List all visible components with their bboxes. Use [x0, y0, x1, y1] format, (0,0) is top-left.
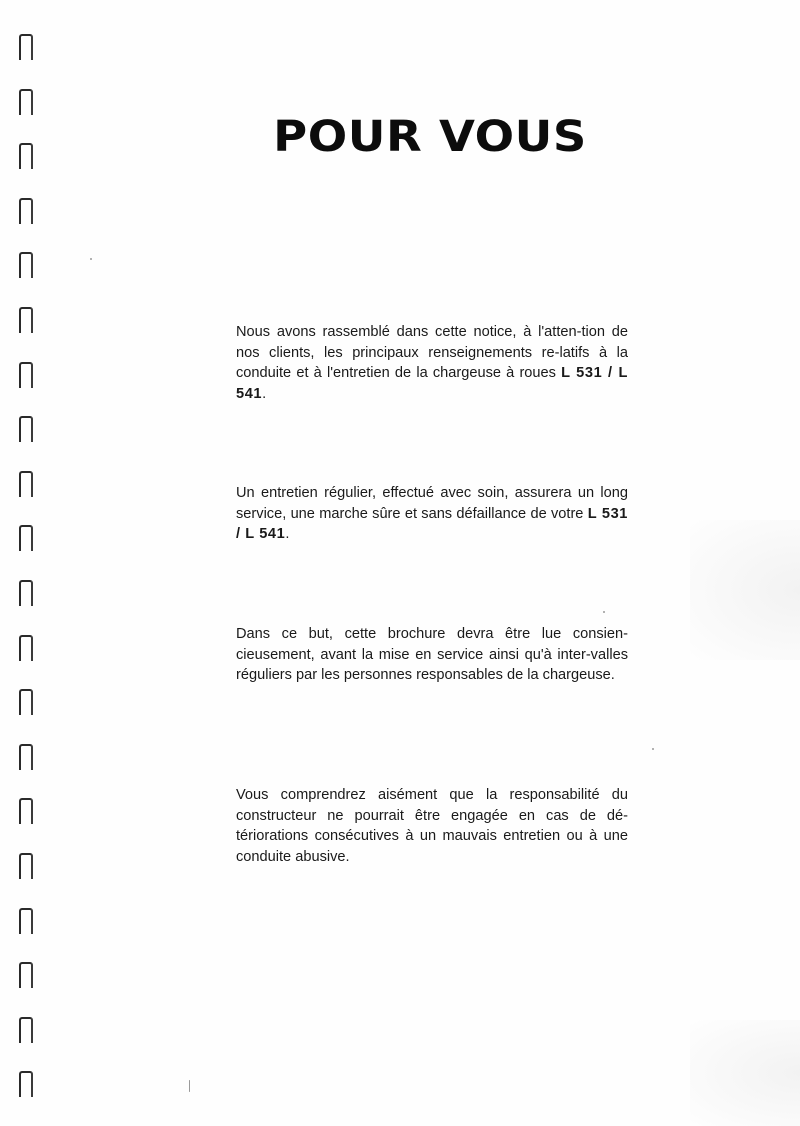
binding-ring — [19, 471, 33, 497]
paragraph-text: . — [285, 526, 290, 542]
binding-ring — [19, 89, 33, 115]
binding-ring — [19, 962, 33, 988]
binding-ring — [19, 744, 33, 770]
binding-ring — [19, 198, 33, 224]
binding-ring — [19, 798, 33, 824]
model-name: L 531 / L 541 — [236, 505, 629, 542]
binding-ring — [19, 908, 33, 934]
paper-speck — [652, 748, 654, 750]
binding-ring — [19, 1071, 33, 1097]
paragraph-text: Dans ce but, cette brochure devra être lue consien-cieusement, avant la mise en service ainsi qu'à inter-valles réguliers par les personnes responsables de la chargeuse. — [236, 626, 628, 683]
binding-ring — [19, 689, 33, 715]
binding-ring — [19, 252, 33, 278]
paragraph-text: . — [262, 385, 267, 402]
paragraph-liability — [236, 785, 628, 867]
paragraph-text: Nous avons rassemblé dans cette notice, à l'atten-tion de nos clients, les principaux renseignements re-latifs à la conduite et à l'entretien de la chargeuse à roues — [236, 324, 628, 381]
paper-speck — [603, 611, 605, 613]
paper-shading — [690, 1020, 800, 1126]
binding-ring — [19, 143, 33, 169]
binding-ring — [19, 853, 33, 879]
paragraph-reading — [236, 624, 628, 686]
paragraph-intro — [236, 322, 628, 404]
paper-speck — [90, 258, 92, 260]
spiral-binding — [0, 0, 50, 1126]
model-name: L 531 / L 541 — [236, 365, 628, 402]
paragraph-text: Un entretien régulier, effectué avec soin, assurera un long service, une marche sûre et sans défaillance de votre — [236, 485, 628, 522]
binding-ring — [19, 307, 33, 333]
binding-ring — [19, 1017, 33, 1043]
paragraph-text: Vous comprendrez aisément que la responsabilité du constructeur ne pourrait être engagée en cas de dé-tériorations consécutives à un mauvais entretien ou à une conduite abusive. — [236, 787, 628, 865]
binding-ring — [19, 362, 33, 388]
paper-shading — [690, 520, 800, 660]
binding-ring — [19, 635, 33, 661]
paragraph-maintenance — [236, 483, 628, 545]
binding-ring — [19, 580, 33, 606]
page-title: POUR VOUS — [273, 112, 587, 162]
paper-speck — [189, 1080, 190, 1092]
binding-ring — [19, 416, 33, 442]
binding-ring — [19, 525, 33, 551]
binding-ring — [19, 34, 33, 60]
